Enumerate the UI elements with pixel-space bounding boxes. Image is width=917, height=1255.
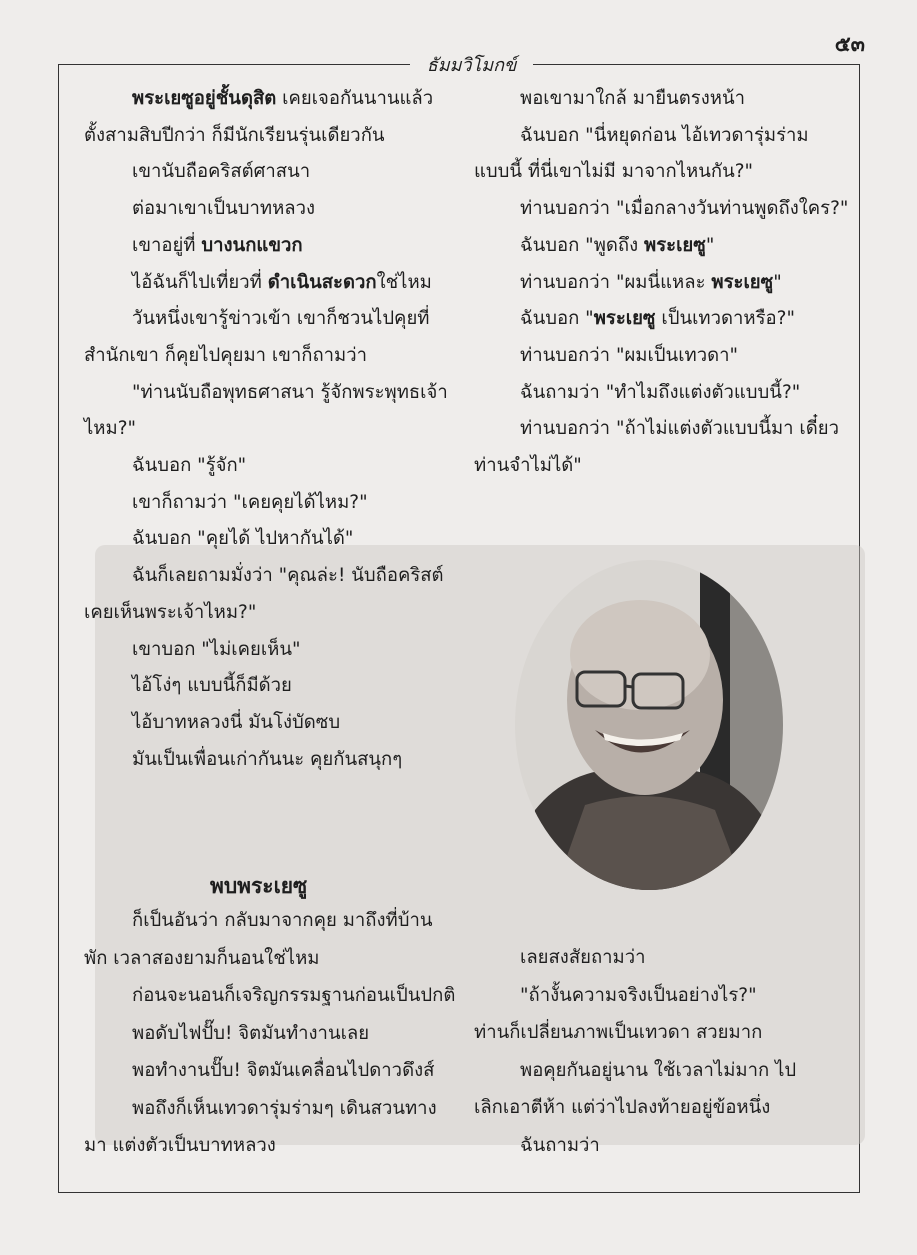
running-header: ธัมมวิโมกข์ [426, 55, 517, 76]
text-segment: ต่อมาเขาเป็นบาทหลวง [132, 198, 316, 220]
left-column-line [84, 418, 136, 440]
left-column-line [132, 272, 432, 294]
text-segment: พอเขามาใกล้ มายืนตรงหน้า [520, 88, 745, 109]
text-segment: ท่านก็เปลี่ยนภาพเป็นเทวดา สวยมาก [474, 1022, 763, 1043]
text-segment: พอทำงานปั๊บ! จิตมันเคลื่อนไปดาวดึงส์ [132, 1060, 435, 1081]
text-segment: เลิกเอาตีห้า แต่ว่าไปลงท้ายอยู่ข้อหนึ่ง [474, 1097, 771, 1118]
text-segment: ก็เป็นอันว่า กลับมาจากคุย มาถึงที่บ้าน [132, 910, 433, 931]
right-column-2-line [474, 1022, 762, 1044]
left-column-line [132, 528, 353, 550]
text-segment: วันหนึ่งเขารู้ข่าวเข้า เขาก็ชวนไปคุยที่ [132, 308, 430, 330]
left-column-line [132, 492, 368, 514]
text-segment: เลยสงสัยถามว่า [520, 947, 646, 968]
text-segment: ฉันถามว่า [520, 1134, 600, 1156]
left-column-line [132, 712, 340, 734]
left-column-line [132, 88, 433, 110]
right-column-line [520, 198, 848, 220]
left-column-2-line [132, 1098, 437, 1120]
text-segment: ท่านบอกว่า "ถ้าไม่แต่งตัวแบบนี้มา เดี๋ยว [520, 418, 839, 440]
left-column-2-line [132, 1060, 434, 1082]
text-segment: เป็นเทวดาหรือ?" [655, 308, 795, 330]
text-segment: ท่านจำไม่ได้" [474, 455, 582, 476]
right-column-line [520, 308, 795, 330]
right-column-line [520, 418, 839, 440]
text-segment: พอถึงก็เห็นเทวดารุ่มร่ามๆ เดินสวนทาง [132, 1097, 437, 1119]
right-column-line [520, 88, 745, 110]
left-column-line [132, 161, 310, 183]
page-number: ๕๓ [834, 32, 865, 56]
text-segment: ท่านบอกว่า "ผมนี่แหละ [520, 271, 712, 293]
text-segment: ท่านบอกว่า "เมื่อกลางวันท่านพูดถึงใคร?" [520, 198, 849, 220]
text-segment: เขาก็ถามว่า "เคยคุยได้ไหม?" [132, 491, 368, 513]
text-segment: ไอ้ฉันก็ไปเที่ยวที่ [132, 271, 268, 293]
right-column-2-line [520, 947, 646, 969]
left-column-line [132, 639, 301, 661]
text-segment: ก่อนจะนอนก็เจริญกรรมฐานก่อนเป็นปกติ [132, 985, 456, 1006]
text-segment: แบบนี้ ที่นี่เขาไม่มี มาจากไหนกัน?" [474, 161, 754, 183]
text-segment: ไอ้บาทหลวงนี่ มันโง่บัดซบ [132, 711, 341, 733]
right-column-line [474, 455, 582, 477]
left-column-line [132, 675, 292, 697]
text-segment: ฉันบอก " [520, 308, 594, 330]
text-segment: ท่านบอกว่า "ผมเป็นเทวดา" [520, 344, 739, 366]
bold-term: ดำเนินสะดวก [267, 271, 377, 293]
right-column-line [520, 272, 782, 294]
text-segment: เขาอยู่ที่ [132, 234, 202, 256]
left-column-2-line [132, 1023, 369, 1045]
text-segment: ฉันบอก "คุยได้ ไปหากันได้" [132, 528, 354, 550]
text-segment: เคยเห็นพระเจ้าไหม?" [84, 601, 257, 623]
bold-term: พระเยซูอยู่ชั้นดุสิต [132, 88, 277, 109]
left-column-line [132, 198, 315, 220]
right-column-2-line [520, 985, 757, 1007]
left-column-line [84, 345, 367, 367]
text-segment: "ท่านนับถือพุทธศาสนา รู้จักพระพุทธเจ้า [132, 381, 448, 403]
text-segment: มันเป็นเพื่อนเก่ากันนะ คุยกันสนุกๆ [132, 748, 403, 770]
text-segment: ฉันบอก "รู้จัก" [132, 455, 247, 476]
left-column-2-line [132, 985, 455, 1007]
right-column-2-line [474, 1097, 770, 1119]
text-segment: มา แต่งตัวเป็นบาทหลวง [84, 1135, 276, 1156]
right-column-2-line [520, 1060, 796, 1082]
text-segment: " [773, 271, 782, 293]
text-segment: สำนักเขา ก็คุยไปคุยมา เขาก็ถามว่า [84, 344, 368, 366]
text-segment: พอคุยกันอยู่นาน ใช้เวลาไม่มาก ไป [520, 1059, 797, 1081]
text-segment: ไอ้โง่ๆ แบบนี้ก็มีด้วย [132, 675, 292, 697]
monk-photo-illustration [515, 560, 783, 890]
bold-term: พระเยซู [711, 271, 774, 293]
right-column-line [520, 125, 809, 147]
right-column-line [520, 235, 714, 257]
left-column-line [132, 749, 402, 771]
text-segment: พัก เวลาสองยามก็นอนใช่ไหม [84, 947, 320, 969]
text-segment: ฉันถามว่า "ทำไมถึงแต่งตัวแบบนี้?" [520, 381, 801, 403]
right-column-line [520, 345, 738, 367]
text-segment: "ถ้างั้นความจริงเป็นอย่างไร?" [520, 984, 757, 1006]
left-column-line [132, 382, 448, 404]
left-column-line [132, 308, 429, 330]
section-heading: พบพระเยซู [210, 874, 308, 898]
bold-term: พระเยซู [593, 308, 656, 330]
left-column-line [84, 602, 256, 624]
bold-term: พระเยซู [644, 234, 706, 256]
text-segment: เคยเจอกันนานแล้ว [276, 88, 434, 109]
text-segment: ฉันบอก "พูดถึง [520, 234, 645, 256]
bold-term: บางนกแขวก [201, 234, 303, 256]
text-segment: ใช่ไหม [376, 271, 432, 293]
left-column-line [132, 565, 444, 587]
text-segment: " [705, 234, 715, 256]
text-segment: ฉันบอก "นี่หยุดก่อน ไอ้เทวดารุ่มร่าม [520, 124, 809, 146]
text-segment: พอดับไฟปั๊บ! จิตมันทำงานเลย [132, 1022, 370, 1044]
left-column-line [132, 235, 303, 257]
text-segment: ตั้งสามสิบปีกว่า ก็มีนักเรียนรุ่นเดียวกัน [84, 124, 385, 146]
left-column-2-line [84, 1135, 276, 1157]
left-column-2-line [84, 948, 319, 970]
left-column-2-line [132, 910, 433, 932]
right-column-2-line [520, 1135, 600, 1157]
text-segment: เขานับถือคริสต์ศาสนา [132, 161, 311, 183]
left-column-line [132, 455, 246, 477]
left-column-line [84, 125, 385, 147]
right-column-line [520, 382, 800, 404]
text-segment: เขาบอก "ไม่เคยเห็น" [132, 638, 301, 660]
monk-photo [515, 560, 783, 890]
right-column-line [474, 161, 753, 183]
text-segment: ฉันก็เลยถามมั่งว่า "คุณล่ะ! นับถือคริสต์ [132, 565, 444, 587]
text-segment: ไหม?" [84, 418, 137, 440]
